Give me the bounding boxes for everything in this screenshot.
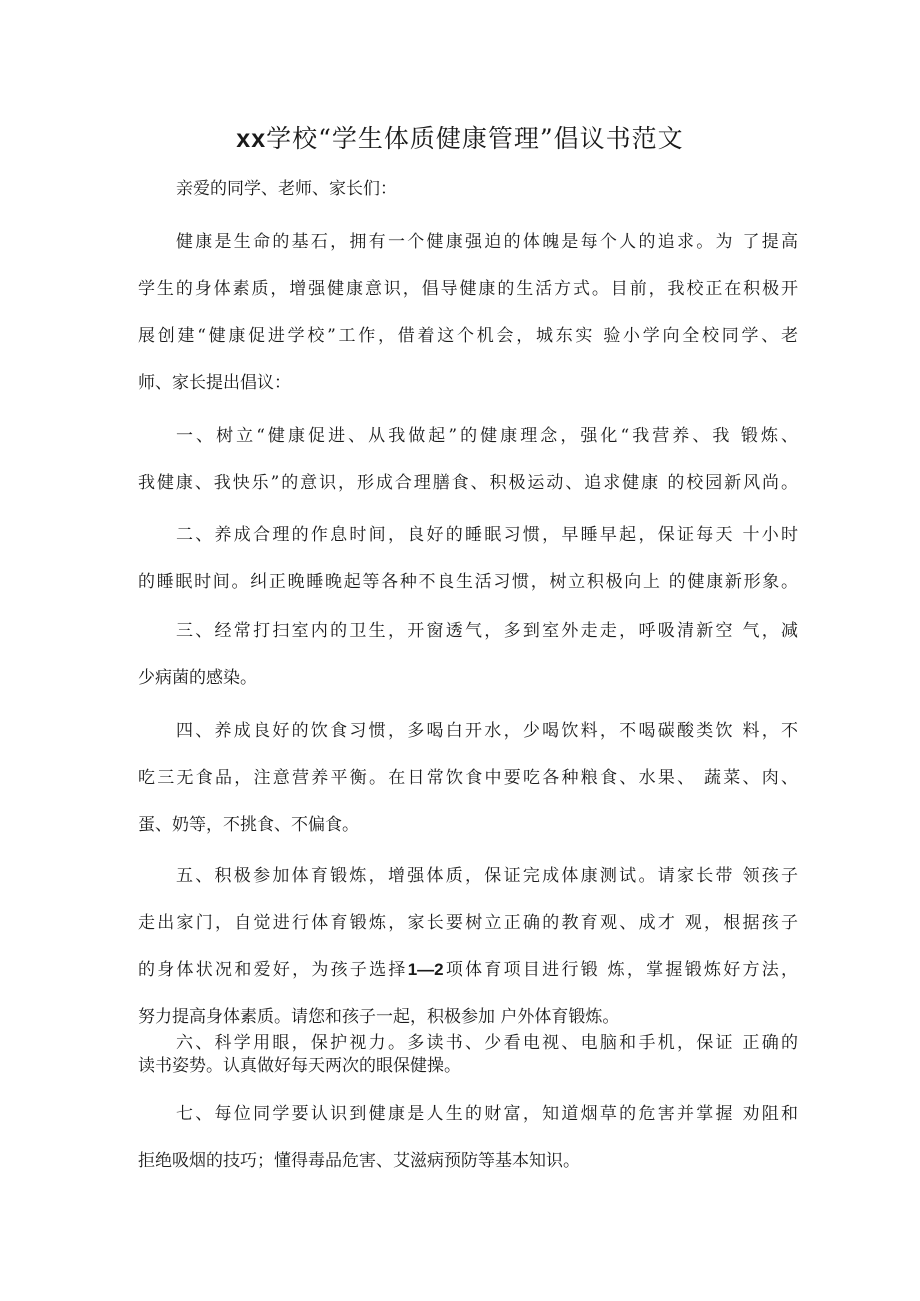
intro-line: 健康是生命的基石，拥有一个健康强迫的体魄是每个人的追求。为 了提高: [176, 232, 798, 252]
item-1-line: 一、树立“健康促进、从我做起”的健康理念，强化“我营养、我 锻炼、: [176, 426, 798, 446]
item-5-line: [138, 957, 798, 983]
item-2-line: 二、养成合理的作息时间，良好的睡眠习惯，早睡早起，保证每天 十小时: [176, 525, 798, 545]
intro-line: 展创建“健康促进学校”工作，借着这个机会，城东实 验小学向全校同学、老: [138, 326, 798, 346]
item-1-line: 我健康、我快乐”的意识，形成合理膳食、积极运动、追求健康 的校园新风尚。: [138, 473, 798, 493]
item-3-line: 少病菌的感染。: [138, 668, 257, 688]
item-6-line: 六、科学用眼，保护视力。多读书、少看电视、电脑和手机，保证 正确的: [176, 1033, 798, 1053]
item-5-line: 努力提高身体素质。请您和孩子一起，积极参加 户外体育锻炼。: [138, 1007, 620, 1027]
item-6-line: 读书姿势。认真做好每天两次的眼保健操。: [138, 1056, 461, 1076]
item-5-text: 的身体状况和爱好，为孩子选择: [138, 960, 408, 980]
item-5-line: 五、积极参加体育锻炼，增强体质，保证完成体康测试。请家长带 领孩子: [176, 866, 798, 886]
intro-line: 师、家长提出倡议：: [138, 373, 291, 393]
item-5-text: 项体育项目进行锻 炼，掌握锻炼好方法，: [443, 960, 799, 980]
item-4-line: 蛋、奶等，不挑食、不偏食。: [138, 815, 359, 835]
document-title: [0, 121, 920, 157]
title-prefix: xx: [236, 125, 267, 153]
item-4-line: 四、养成良好的饮食习惯，多喝白开水，少喝饮料，不喝碳酸类饮 料，不: [176, 721, 798, 741]
item-5-number: 1—2: [407, 960, 444, 979]
item-7-line: 七、每位同学要认识到健康是人生的财富，知道烟草的危害并掌握 劝阻和: [176, 1104, 798, 1124]
intro-line: 学生的身体素质，增强健康意识，倡导健康的生活方式。目前，我校正在积极开: [138, 279, 798, 299]
salutation: 亲爱的同学、老师、家长们：: [176, 179, 397, 199]
title-text: 学校“学生体质健康管理”倡议书范文: [266, 124, 684, 153]
item-5-line: 走出家门，自觉进行体育锻炼，家长要树立正确的教育观、成才 观，根据孩子: [138, 913, 798, 933]
item-3-line: 三、经常打扫室内的卫生，开窗透气，多到室外走走，呼吸清新空 气，减: [176, 621, 798, 641]
item-7-line: 拒绝吸烟的技巧；懂得毒品危害、艾滋病预防等基本知识。: [138, 1151, 580, 1171]
item-4-line: 吃三无食品，注意营养平衡。在日常饮食中要吃各种粮食、水果、 蔬菜、肉、: [138, 768, 798, 788]
item-2-line: 的睡眠时间。纠正晚睡晚起等各种不良生活习惯，树立积极向上 的健康新形象。: [138, 572, 798, 592]
